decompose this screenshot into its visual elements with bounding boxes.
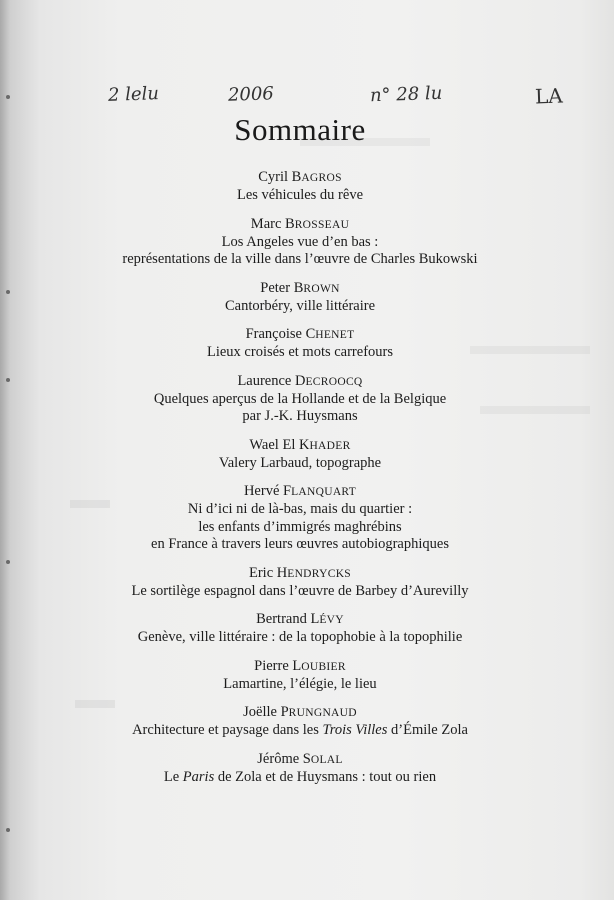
author-surname-rest: ROWN [303,282,340,295]
toc-entry [0,372,600,426]
entry-title-line: Ni d’ici ni de là-bas, mais du quartier : [187,501,413,517]
author-surname-initial: D [295,372,306,389]
entry-author [0,168,600,187]
entry-author [0,564,600,583]
entry-title-line: Los Angeles vue d’en bas : [221,233,379,250]
entry-author [0,482,600,501]
page-title: Sommaire [234,112,366,147]
author-surname-initial: L [292,657,302,674]
author-surname-rest: HADER [309,439,351,452]
author-surname-initial: H [276,564,288,581]
entry-author [0,657,600,676]
handwritten-note: 2 lelu [107,83,160,106]
entry-title [0,391,600,426]
entry-title-line: Quelques aperçus de la Hollande et de la Belgique [153,390,447,407]
author-surname-rest: RUNGNAUD [288,707,357,719]
entry-title-line: Lieux croisés et mots carrefours [206,344,393,360]
entry-title [0,234,600,269]
toc-entry [0,657,600,694]
entry-author [0,610,600,629]
author-surname-rest: ENDRYCKS [287,567,351,580]
entry-author [0,325,600,344]
entry-author [0,703,600,722]
author-surname-initial: B [291,169,302,185]
author-surname-rest: LANQUART [291,486,357,498]
author-surname-initial: L [310,611,320,627]
entry-title-line: en France à travers leurs œuvres autobiographiques [151,536,449,552]
author-surname-initial: B [293,279,304,296]
entry-title-line: Lamartine, l’élégie, le lieu [223,675,377,692]
author-first-name: Cyril [258,169,292,185]
author-surname-initial: C [305,326,316,342]
author-first-name: Hervé [243,483,283,499]
entry-author [0,215,600,234]
toc-entry [0,279,600,316]
toc-entry [0,168,600,205]
entry-title [0,501,600,554]
toc-entry [0,610,600,647]
author-first-name: Peter [260,279,294,296]
entry-author [0,750,600,769]
author-surname-initial: B [285,215,295,232]
author-surname-rest: ÉVY [319,614,344,626]
author-surname-rest: OLAL [310,753,343,766]
handwritten-note: 2006 [227,83,275,106]
entry-author [0,279,600,298]
entry-title [0,344,600,362]
entry-title [0,455,600,473]
author-first-name: Pierre [254,657,293,674]
entry-title [0,629,600,647]
handwritten-note: LA [534,83,564,109]
author-first-name: Marc [250,215,286,232]
entry-title-line: Les véhicules du rêve [236,187,364,203]
toc-entry [0,325,600,362]
author-first-name: Joëlle [243,704,281,720]
author-surname-initial: S [302,750,311,767]
table-of-contents [0,168,600,796]
author-surname-rest: HENET [315,329,355,341]
author-first-name: Jérôme [257,750,303,767]
entry-title [0,298,600,316]
author-first-name: Bertrand [256,611,311,627]
italic-title: Paris [182,768,215,785]
author-surname-rest: OUBIER [301,660,346,673]
toc-entry [0,750,600,787]
entry-title [0,676,600,694]
entry-title-line: Le sortilège espagnol dans l’œuvre de Barbey d’Aurevilly [131,582,469,599]
handwritten-notes [0,78,614,110]
entry-title-line: Cantorbéry, ville littéraire [224,297,376,314]
entry-author [0,372,600,391]
author-surname-initial: P [280,704,289,720]
entry-author [0,436,600,455]
entry-title-line: représentations de la ville dans l’œuvre de Charles Bukowski [122,251,478,267]
entry-title-line: Valery Larbaud, topographe [218,454,382,471]
author-surname-rest: ECROOCQ [305,375,363,388]
author-surname-initial: K [298,436,310,453]
author-first-name: Eric [248,564,277,581]
entry-title [0,722,600,740]
author-first-name: Laurence [237,372,295,389]
author-surname-rest: ROSSEAU [294,218,350,231]
handwritten-note: n° 28 lu [369,82,443,107]
toc-entry [0,215,600,269]
entry-title [0,769,600,787]
entry-title-line: Genève, ville littéraire : de la topophobie à la topophilie [137,629,463,645]
author-surname-initial: F [283,483,292,499]
italic-title: Trois Villes [322,722,388,738]
entry-title-line: Le Paris de Zola et de Huysmans : tout ou rien [163,768,437,785]
entry-title-line: Architecture et paysage dans les Trois Villes d’Émile Zola [132,722,468,738]
entry-title [0,187,600,205]
author-first-name: Françoise [245,326,306,342]
toc-entry [0,564,600,601]
author-surname-rest: AGROS [301,172,342,184]
binding-mark [6,828,10,832]
entry-title [0,583,600,601]
toc-entry [0,703,600,740]
toc-entry [0,436,600,473]
entry-title-line: par J.-K. Huysmans [242,408,358,424]
toc-entry [0,482,600,554]
entry-title-line: les enfants d’immigrés maghrébins [198,518,402,535]
author-first-name: Wael El [249,436,299,453]
